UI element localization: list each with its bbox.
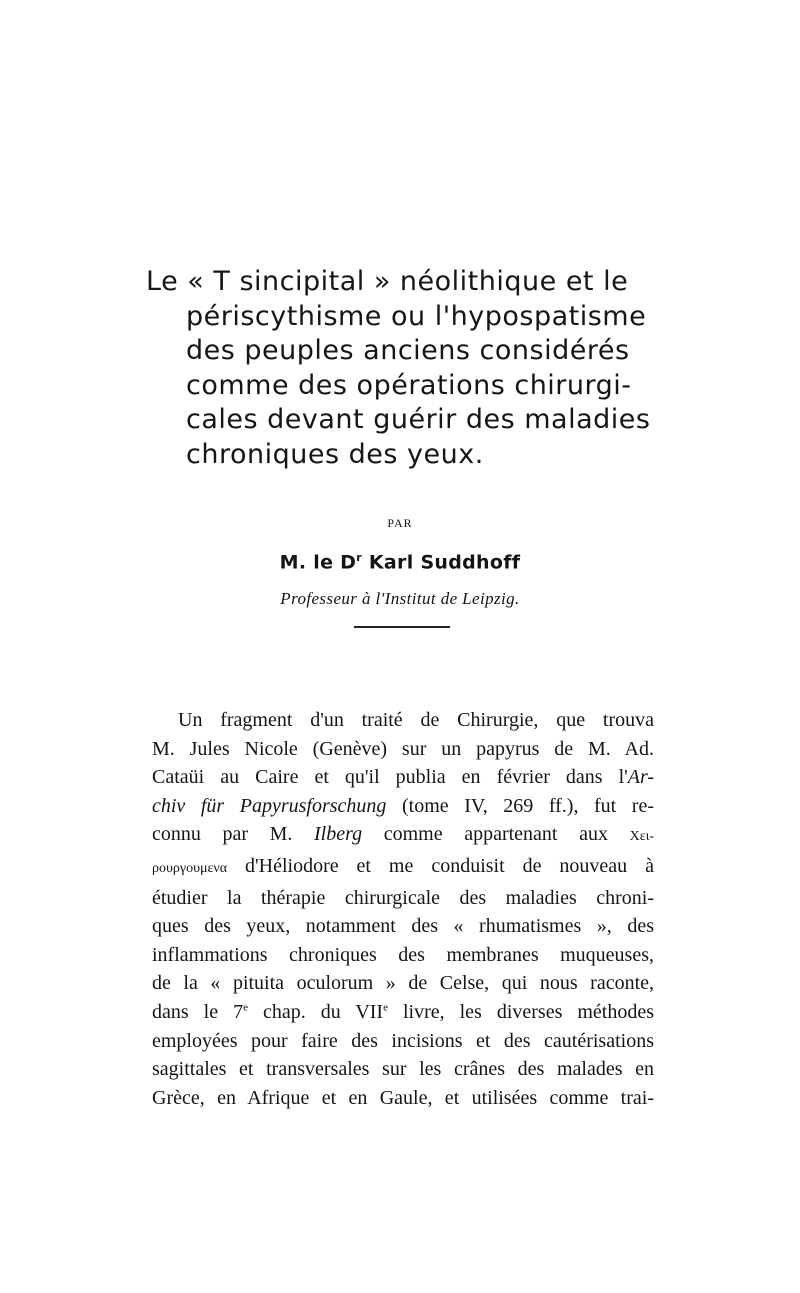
body-paragraph <box>152 706 654 1112</box>
body-text: Grèce, en Afrique et en Gaule, et utilisées comme trai- <box>152 1086 654 1109</box>
body-line <box>152 763 654 792</box>
body-text: livre, les diverses méthodes <box>387 1000 654 1023</box>
body-text: de la « pituita oculorum » de Celse, qui nous raconte, <box>152 972 654 995</box>
body-line <box>152 884 654 913</box>
author-line <box>0 551 800 573</box>
body-line <box>152 792 654 821</box>
body-line <box>152 820 654 852</box>
author-affiliation: Professeur à l'Institut de Leipzig. <box>280 589 520 608</box>
body-text: comme appartenant aux <box>362 823 630 846</box>
title-line: périscythisme ou l'hypospatisme <box>186 300 647 332</box>
author-name: Karl Suddhoff <box>361 551 521 574</box>
journal-title-part: Ar- <box>627 766 654 789</box>
greek-word-part: ρουργουμενα <box>152 860 228 876</box>
body-line <box>152 852 654 884</box>
person-name: Ilberg <box>314 823 363 846</box>
body-text: ques des yeux, notamment des « rhumatismes », des <box>152 915 654 938</box>
par-label: PAR <box>387 516 413 530</box>
body-line <box>152 706 654 735</box>
body-text: sagittales et transversales sur les crânes des malades en <box>152 1058 654 1081</box>
title-line: Le « T sincipital » néolithique et le <box>146 266 629 297</box>
author-prefix: M. le D <box>279 551 357 574</box>
ordinal-sup: e <box>383 1001 388 1014</box>
ordinal-sup: e <box>243 1001 248 1014</box>
title-line: comme des opérations chirurgi- <box>186 369 632 401</box>
title-line: des peuples anciens considérés <box>186 335 630 366</box>
body-text: Un fragment d'un traité de Chirurgie, que trouva <box>178 709 654 731</box>
body-line <box>152 735 654 764</box>
body-text: M. Jules Nicole (Genève) sur un papyrus de M. Ad. <box>152 737 654 760</box>
body-line <box>152 1055 654 1084</box>
body-text: Cataüi au Caire et qu'il publia en février dans l' <box>152 766 628 789</box>
body-line <box>152 941 654 970</box>
body-line <box>152 969 654 998</box>
title-line: chroniques des yeux. <box>186 438 484 470</box>
separator-rule <box>354 626 450 628</box>
body-line <box>152 912 654 941</box>
journal-title-part: chiv für Papyrusforschung <box>152 794 387 817</box>
body-text: étudier la thérapie chirurgicale des maladies chroni- <box>152 886 654 909</box>
body-text: (tome IV, 269 ff.), fut re- <box>386 794 654 817</box>
body-text: d'Héliodore et me conduisit de nouveau à <box>227 854 654 877</box>
body-text: connu par M. <box>152 823 314 846</box>
author-title-sup: r <box>356 551 362 564</box>
title-line: cales devant guérir des maladies <box>186 404 651 435</box>
body-line <box>152 1084 654 1113</box>
body-text: inflammations chroniques des membranes muqueuses, <box>152 943 654 966</box>
body-text: employées pour faire des incisions et des cautérisations <box>152 1029 654 1052</box>
body-line <box>152 1027 654 1056</box>
greek-word-part: Χει- <box>629 829 654 845</box>
body-text: dans le 7 <box>152 1000 244 1023</box>
article-title <box>146 265 706 472</box>
body-line <box>152 998 654 1027</box>
body-text: chap. du VII <box>247 1000 384 1023</box>
